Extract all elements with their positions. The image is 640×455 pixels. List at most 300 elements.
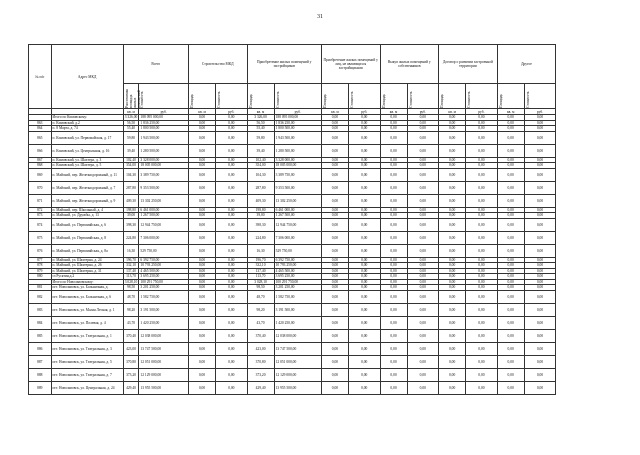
total-cost-cell: 12 038 000,00 [139, 329, 189, 342]
non-developer-cost-cell: 0,00 [348, 218, 380, 231]
unit-cell: руб. [348, 109, 380, 115]
other-area-cell: 0,00 [497, 268, 524, 274]
total-area-cell: 137,40 [123, 268, 139, 274]
construction-area-cell: 0,00 [188, 231, 215, 244]
acquisition-area-cell: 332,10 [247, 263, 274, 269]
other-area-cell: 0,00 [497, 207, 524, 213]
subheader-area: Площадь [497, 84, 524, 109]
other-area-cell: 0,00 [497, 218, 524, 231]
other-cost-cell: 0,00 [524, 168, 556, 181]
acquisition-cost-cell: 7 306 000,00 [274, 231, 321, 244]
construction-cost-cell: 0,00 [216, 290, 248, 303]
buyout-cost-cell: 0,00 [407, 381, 439, 394]
other-area-cell: 0,00 [497, 213, 524, 219]
buyout-area-cell: 0,00 [380, 120, 407, 126]
subheader-cost: Стоимость [274, 84, 321, 109]
total-area-cell: 98,20 [123, 303, 139, 316]
acquisition-cost-cell: 12 038 000,00 [274, 329, 321, 342]
territory-area-cell: 0,00 [439, 285, 466, 291]
territory-cost-cell: 0,00 [466, 207, 498, 213]
non-developer-area-cell: 0,00 [321, 244, 348, 257]
territory-cost-cell: 0,00 [466, 381, 498, 394]
non-developer-area-cell: 0,00 [321, 303, 348, 316]
total-area-cell: 3 326,00 [124, 115, 138, 120]
total-area-cell: 39,40 [123, 144, 139, 157]
non-developer-area-cell: 0,00 [321, 207, 348, 213]
buyout-area-cell: 0,00 [380, 194, 407, 207]
total-area-cell: 104,30 [123, 168, 139, 181]
total-area-cell: 354,00 [123, 163, 139, 169]
acquisition-cost-cell: 1 943 500,00 [274, 131, 321, 144]
other-area-cell: 0,00 [497, 120, 524, 126]
unit-cell: руб. [274, 109, 321, 115]
total-area-cell: 3 028,10 [124, 279, 138, 284]
buyout-area-cell: 0,00 [380, 218, 407, 231]
territory-cost-cell: 0,00 [466, 213, 498, 219]
total-area-cell: 55,40 [123, 126, 139, 132]
construction-cost-cell: 0,00 [216, 157, 248, 163]
non-developer-cost-cell: 0,00 [348, 381, 380, 394]
header-address: Адрес МКД [51, 45, 123, 109]
other-cost-cell: 0,00 [524, 231, 556, 244]
total-area-cell: 398,30 [123, 218, 139, 231]
row-number-cell: 874 [29, 218, 52, 231]
total-cost-cell: 1 420 250,00 [139, 316, 189, 329]
non-developer-cost-cell: 0,00 [348, 290, 380, 303]
total-area-cell: 98,50 [123, 285, 139, 291]
acquisition-area-cell: 137,40 [247, 268, 274, 274]
address-cell: п. Кимовский, ул. Первомайская, д. 17 [51, 131, 123, 144]
header-territory: Договор о развитии застроенной территории [439, 45, 498, 84]
non-developer-cost-cell: 0,00 [348, 157, 380, 163]
construction-area-cell: 0,00 [188, 218, 215, 231]
non-developer-area-cell: 0,00 [321, 268, 348, 274]
territory-cost-cell: 0,00 [466, 194, 498, 207]
territory-cost-cell: 0,00 [466, 368, 498, 381]
buyout-cost-cell: 0,00 [407, 263, 439, 269]
construction-cost-cell: 0,00 [216, 274, 248, 280]
non-developer-area-cell: 0,00 [321, 274, 348, 280]
territory-cost-cell: 0,00 [466, 342, 498, 355]
table-row [29, 218, 611, 231]
non-developer-cost-cell: 0,00 [348, 181, 380, 194]
construction-area-cell: 0,00 [188, 126, 215, 132]
total-cost-cell: 529 750,00 [139, 244, 189, 257]
territory-area-cell: 0,00 [439, 316, 466, 329]
acquisition-cost-cell: 6 461 000,00 [274, 207, 321, 213]
buyout-cost-cell: 0,00 [407, 194, 439, 207]
territory-area-cell: 0,00 [439, 120, 466, 126]
non-developer-area-cell: 0,00 [321, 131, 348, 144]
territory-area-cell: 0,00 [439, 355, 466, 368]
non-developer-cost-cell: 0,00 [348, 355, 380, 368]
buyout-area-cell: 0,00 [380, 368, 407, 381]
buyout-cost-cell: 0,00 [407, 157, 439, 163]
table-row [29, 329, 611, 342]
buyout-cost-cell: 0,00 [407, 168, 439, 181]
address-cell: п. 8 Марта, д. 74 [51, 126, 123, 132]
total-cost-cell: 3 191 500,00 [139, 303, 189, 316]
construction-cost-cell: 0,00 [216, 231, 248, 244]
construction-area-cell: 0,00 [188, 120, 215, 126]
row-number-cell: 887 [29, 355, 52, 368]
subheader-cost: Стоимость [407, 84, 439, 109]
row-number-cell: 866 [29, 144, 52, 157]
acquisition-area-cell: 16,30 [247, 244, 274, 257]
acquisition-cost-cell: 4 465 500,00 [274, 268, 321, 274]
acquisition-area-cell: 196,70 [247, 257, 274, 263]
address-cell: пгт. Новольвовск, ул. Центральная, д. 24 [51, 381, 123, 394]
unit-cell: кв. м [497, 109, 524, 115]
header-num: № п/п [29, 45, 52, 109]
table-row [29, 342, 611, 355]
acquisition-cost-cell: 3 191 500,00 [274, 303, 321, 316]
row-number-cell: 882 [29, 290, 52, 303]
construction-area-cell: 0,00 [188, 316, 215, 329]
acquisition-cost-cell: 9 353 500,00 [274, 181, 321, 194]
territory-cost-cell: 0,00 [466, 329, 498, 342]
other-cost-cell: 0,00 [524, 355, 556, 368]
territory-area-cell: 0,00 [439, 115, 466, 121]
subheader-area: Площадь [247, 84, 274, 109]
total-area-cell: 113,70 [123, 274, 139, 280]
buyout-cost-cell: 0,00 [407, 257, 439, 263]
acquisition-cost-cell: 3 201 250,00 [274, 285, 321, 291]
address-cell: п. Майский, ул. Шахтерна, д. 31 [51, 268, 123, 274]
construction-area-cell: 0,00 [188, 263, 215, 269]
row-number-cell: 888 [29, 368, 52, 381]
resettlement-table [28, 44, 610, 395]
total-area-cell: 224,80 [123, 231, 139, 244]
row-number-cell: 880 [29, 274, 52, 280]
acquisition-cost-cell: 6 392 750,00 [274, 257, 321, 263]
other-area-cell: 0,00 [497, 263, 524, 269]
buyout-cost-cell: 0,00 [407, 329, 439, 342]
row-number-cell: 873 [29, 213, 52, 219]
buyout-cost-cell: 0,00 [407, 342, 439, 355]
buyout-area-cell: 0,00 [380, 244, 407, 257]
total-cost-cell: 1 267 500,00 [139, 213, 189, 219]
buyout-cost-cell: 0,00 [407, 244, 439, 257]
non-developer-area-cell: 0,00 [321, 355, 348, 368]
territory-cost-cell: 0,00 [466, 231, 498, 244]
buyout-area-cell: 0,00 [380, 163, 407, 169]
acquisition-cost-cell: 1 280 500,00 [274, 144, 321, 157]
address-cell: п. Майский, пер. Железнодорожный, д. 7 [51, 181, 123, 194]
row-number-cell: 872 [29, 207, 52, 213]
acquisition-area-cell: 55,40 [247, 126, 274, 132]
non-developer-cost-cell: 0,00 [348, 268, 380, 274]
total-cost-cell: 1 943 500,00 [139, 131, 189, 144]
other-area-cell: 0,00 [497, 274, 524, 280]
territory-cost-cell: 0,00 [466, 181, 498, 194]
row-number-cell: 871 [29, 194, 52, 207]
territory-area-cell: 0,00 [439, 329, 466, 342]
acquisition-cost-cell: 13 302 250,00 [274, 194, 321, 207]
territory-area-cell: 0,00 [439, 274, 466, 280]
other-area-cell: 0,00 [497, 303, 524, 316]
acquisition-area-cell: 370,40 [247, 329, 274, 342]
construction-cost-cell: 0,00 [216, 355, 248, 368]
non-developer-cost-cell: 0,00 [348, 115, 380, 121]
acquisition-area-cell: 39,00 [247, 213, 274, 219]
other-cost-cell: 0,00 [524, 181, 556, 194]
buyout-cost-cell: 0,00 [407, 126, 439, 132]
buyout-area-cell: 0,00 [380, 168, 407, 181]
buyout-area-cell: 0,00 [380, 329, 407, 342]
table-row [29, 381, 611, 394]
construction-area-cell: 0,00 [188, 329, 215, 342]
territory-cost-cell: 0,00 [466, 279, 498, 285]
unit-cell: кв. м [188, 109, 215, 115]
total-cost-cell: 6 461 000,00 [139, 207, 189, 213]
construction-cost-cell: 0,00 [216, 316, 248, 329]
subheader-area: Площадь [321, 84, 348, 109]
non-developer-area-cell: 0,00 [321, 144, 348, 157]
other-cost-cell: 0,00 [524, 263, 556, 269]
other-cost-cell: 0,00 [524, 303, 556, 316]
acquisition-cost-cell: 13 955 500,00 [274, 381, 321, 394]
acquisition-area-cell: 409,30 [247, 194, 274, 207]
non-developer-area-cell: 0,00 [321, 115, 348, 121]
acquisition-area-cell: 370,80 [247, 355, 274, 368]
row-number-cell: 865 [29, 131, 52, 144]
address-cell: ст.Русятин,д.2 [51, 274, 123, 280]
subheader-cost: Стоимость [524, 84, 556, 109]
other-area-cell: 0,00 [497, 342, 524, 355]
construction-cost-cell: 0,00 [216, 263, 248, 269]
territory-area-cell: 0,00 [439, 368, 466, 381]
table-row [29, 231, 611, 244]
other-cost-cell: 0,00 [524, 163, 556, 169]
territory-area-cell: 0,00 [439, 144, 466, 157]
total-cost-cell: 12 944 750,00 [139, 218, 189, 231]
other-area-cell: 0,00 [497, 126, 524, 132]
total-cost-cell: 7 306 000,00 [139, 231, 189, 244]
other-cost-cell: 0,00 [524, 290, 556, 303]
acquisition-cost-cell: 1 267 500,00 [274, 213, 321, 219]
non-developer-cost-cell: 0,00 [348, 329, 380, 342]
non-developer-area-cell: 0,00 [321, 231, 348, 244]
non-developer-area-cell: 0,00 [321, 163, 348, 169]
acquisition-area-cell: 39,40 [247, 144, 274, 157]
total-cost-cell: 13 302 250,00 [139, 194, 189, 207]
construction-cost-cell: 0,00 [216, 120, 248, 126]
construction-cost-cell: 0,00 [216, 131, 248, 144]
total-area-cell: 59,80 [123, 131, 139, 144]
header-total: Всего [123, 45, 188, 84]
other-cost-cell: 0,00 [524, 244, 556, 257]
total-cost-cell: 18 005 000,00 [139, 163, 189, 169]
construction-cost-cell: 0,00 [216, 279, 248, 285]
acquisition-area-cell: 373,20 [247, 368, 274, 381]
other-area-cell: 0,00 [497, 181, 524, 194]
non-developer-area-cell: 0,00 [321, 342, 348, 355]
address-cell: п. Майский, ул. Шахтерна, д. 26 [51, 263, 123, 269]
construction-cost-cell: 0,00 [216, 244, 248, 257]
territory-area-cell: 0,00 [439, 157, 466, 163]
header-buyout: Выкуп жилых помещений у собственников [380, 45, 439, 84]
other-area-cell: 0,00 [497, 316, 524, 329]
territory-cost-cell: 0,00 [466, 218, 498, 231]
other-area-cell: 0,00 [497, 329, 524, 342]
non-developer-cost-cell: 0,00 [348, 194, 380, 207]
other-area-cell: 0,00 [497, 144, 524, 157]
construction-area-cell: 0,00 [188, 303, 215, 316]
buyout-area-cell: 0,00 [380, 115, 407, 121]
construction-cost-cell: 0,00 [216, 144, 248, 157]
total-area-cell: 332,10 [123, 263, 139, 269]
construction-cost-cell: 0,00 [216, 368, 248, 381]
acquisition-cost-cell: 12 051 000,00 [274, 355, 321, 368]
header-construction: Строительство МКД [188, 45, 247, 84]
territory-area-cell: 0,00 [439, 207, 466, 213]
total-cost-cell: 9 353 500,00 [139, 181, 189, 194]
header-other: Другое [497, 45, 556, 84]
non-developer-cost-cell: 0,00 [348, 144, 380, 157]
construction-area-cell: 0,00 [188, 285, 215, 291]
address-cell: Итого по Кимовскому: [51, 115, 123, 121]
total-cost-cell: 3 201 250,00 [139, 285, 189, 291]
total-cost-cell: 1 280 500,00 [139, 144, 189, 157]
row-number-cell: 875 [29, 231, 52, 244]
other-area-cell: 0,00 [497, 131, 524, 144]
table-row [29, 131, 611, 144]
construction-area-cell: 0,00 [188, 144, 215, 157]
territory-cost-cell: 0,00 [466, 126, 498, 132]
non-developer-area-cell: 0,00 [321, 126, 348, 132]
total-cost-cell: 188 095 000,00 [139, 115, 189, 121]
table-row [29, 144, 611, 157]
buyout-area-cell: 0,00 [380, 157, 407, 163]
total-cost-cell: 3 695 250,00 [139, 274, 189, 280]
acquisition-area-cell: 423,00 [247, 342, 274, 355]
acquisition-area-cell: 113,70 [247, 274, 274, 280]
construction-cost-cell: 0,00 [216, 207, 248, 213]
other-area-cell: 0,00 [497, 157, 524, 163]
address-cell: п. Майский, ул. Шахтерна, д. 24 [51, 257, 123, 263]
territory-area-cell: 0,00 [439, 181, 466, 194]
total-area-cell: 429,40 [123, 381, 139, 394]
other-cost-cell: 0,00 [524, 207, 556, 213]
total-area-cell: 48,70 [123, 290, 139, 303]
buyout-cost-cell: 0,00 [407, 274, 439, 280]
table-row [29, 290, 611, 303]
address-cell: пгт. Новольвовск, ул. Больничная, д. 6 [51, 290, 123, 303]
other-cost-cell: 0,00 [524, 274, 556, 280]
address-cell: п. Майский, ул. Первомайская, д. 6 [51, 218, 123, 231]
buyout-area-cell: 0,00 [380, 279, 407, 285]
construction-cost-cell: 0,00 [216, 342, 248, 355]
acquisition-area-cell: 287,80 [247, 181, 274, 194]
other-cost-cell: 0,00 [524, 268, 556, 274]
total-cost-cell: 1 582 750,00 [139, 290, 189, 303]
table-row [29, 244, 611, 257]
territory-cost-cell: 0,00 [466, 285, 498, 291]
acquisition-cost-cell: 3 328 000,00 [274, 157, 321, 163]
non-developer-cost-cell: 0,00 [348, 168, 380, 181]
address-cell: п. Майский, ул. Первомайская, д. 8а [51, 244, 123, 257]
buyout-area-cell: 0,00 [380, 381, 407, 394]
row-number-cell: 889 [29, 381, 52, 394]
row-number-cell: 869 [29, 168, 52, 181]
construction-cost-cell: 0,00 [216, 257, 248, 263]
buyout-cost-cell: 0,00 [407, 368, 439, 381]
other-area-cell: 0,00 [497, 279, 524, 285]
acquisition-area-cell: 98,20 [247, 303, 274, 316]
unit-cell: кв. м [321, 109, 348, 115]
territory-area-cell: 0,00 [439, 268, 466, 274]
construction-cost-cell: 0,00 [216, 181, 248, 194]
acquisition-area-cell: 398,30 [247, 218, 274, 231]
unit-cell: кв. м [439, 109, 466, 115]
unit-cell: кв. м [123, 109, 139, 115]
buyout-cost-cell: 0,00 [407, 316, 439, 329]
other-area-cell: 0,00 [497, 368, 524, 381]
construction-area-cell: 0,00 [188, 207, 215, 213]
buyout-cost-cell: 0,00 [407, 115, 439, 121]
address-cell: п. Майский, пер. Железнодорожный, д. 11 [51, 168, 123, 181]
unit-cell: кв. м [247, 109, 274, 115]
construction-area-cell: 0,00 [188, 342, 215, 355]
address-cell: пгт. Новольвовск, ул. Театральная, д. 1 [51, 329, 123, 342]
address-cell: п. Кимовский, ул. Центральная, д. 16 [51, 144, 123, 157]
territory-cost-cell: 0,00 [466, 144, 498, 157]
buyout-area-cell: 0,00 [380, 131, 407, 144]
buyout-cost-cell: 0,00 [407, 303, 439, 316]
acquisition-cost-cell: 10 793 250,00 [274, 263, 321, 269]
non-developer-cost-cell: 0,00 [348, 244, 380, 257]
row-number-cell: 867 [29, 157, 52, 163]
other-cost-cell: 0,00 [524, 257, 556, 263]
non-developer-area-cell: 0,00 [321, 257, 348, 263]
non-developer-cost-cell: 0,00 [348, 131, 380, 144]
total-cost-cell: 13 747 500,00 [139, 342, 189, 355]
non-developer-area-cell: 0,00 [321, 263, 348, 269]
non-developer-area-cell: 0,00 [321, 285, 348, 291]
other-cost-cell: 0,00 [524, 316, 556, 329]
territory-cost-cell: 0,00 [466, 115, 498, 121]
non-developer-area-cell: 0,00 [321, 316, 348, 329]
buyout-area-cell: 0,00 [380, 268, 407, 274]
territory-cost-cell: 0,00 [466, 163, 498, 169]
unit-cell: руб. [407, 109, 439, 115]
total-cost-cell: 10 793 250,00 [139, 263, 189, 269]
acquisition-area-cell: 56,50 [247, 120, 274, 126]
construction-area-cell: 0,00 [188, 213, 215, 219]
acquisition-cost-cell: 1 420 250,00 [274, 316, 321, 329]
buyout-area-cell: 0,00 [380, 290, 407, 303]
total-cost-cell: 13 955 500,00 [139, 381, 189, 394]
acquisition-area-cell: 3 326,00 [247, 115, 274, 121]
total-area-cell: 43,70 [123, 316, 139, 329]
row-number-cell: 886 [29, 342, 52, 355]
other-cost-cell: 0,00 [524, 381, 556, 394]
territory-area-cell: 0,00 [439, 131, 466, 144]
row-number-cell: 885 [29, 329, 52, 342]
total-cost-cell: 1 836 250,00 [139, 120, 189, 126]
address-cell: п. Майский, пер. Школьный, д. 4 [51, 207, 123, 213]
other-area-cell: 0,00 [497, 285, 524, 291]
address-cell: пгт. Новольвовск, ул. Полевая, д. 4 [51, 316, 123, 329]
construction-area-cell: 0,00 [188, 194, 215, 207]
non-developer-cost-cell: 0,00 [348, 257, 380, 263]
non-developer-cost-cell: 0,00 [348, 342, 380, 355]
non-developer-cost-cell: 0,00 [348, 279, 380, 285]
territory-cost-cell: 0,00 [466, 263, 498, 269]
other-area-cell: 0,00 [497, 244, 524, 257]
construction-cost-cell: 0,00 [216, 268, 248, 274]
